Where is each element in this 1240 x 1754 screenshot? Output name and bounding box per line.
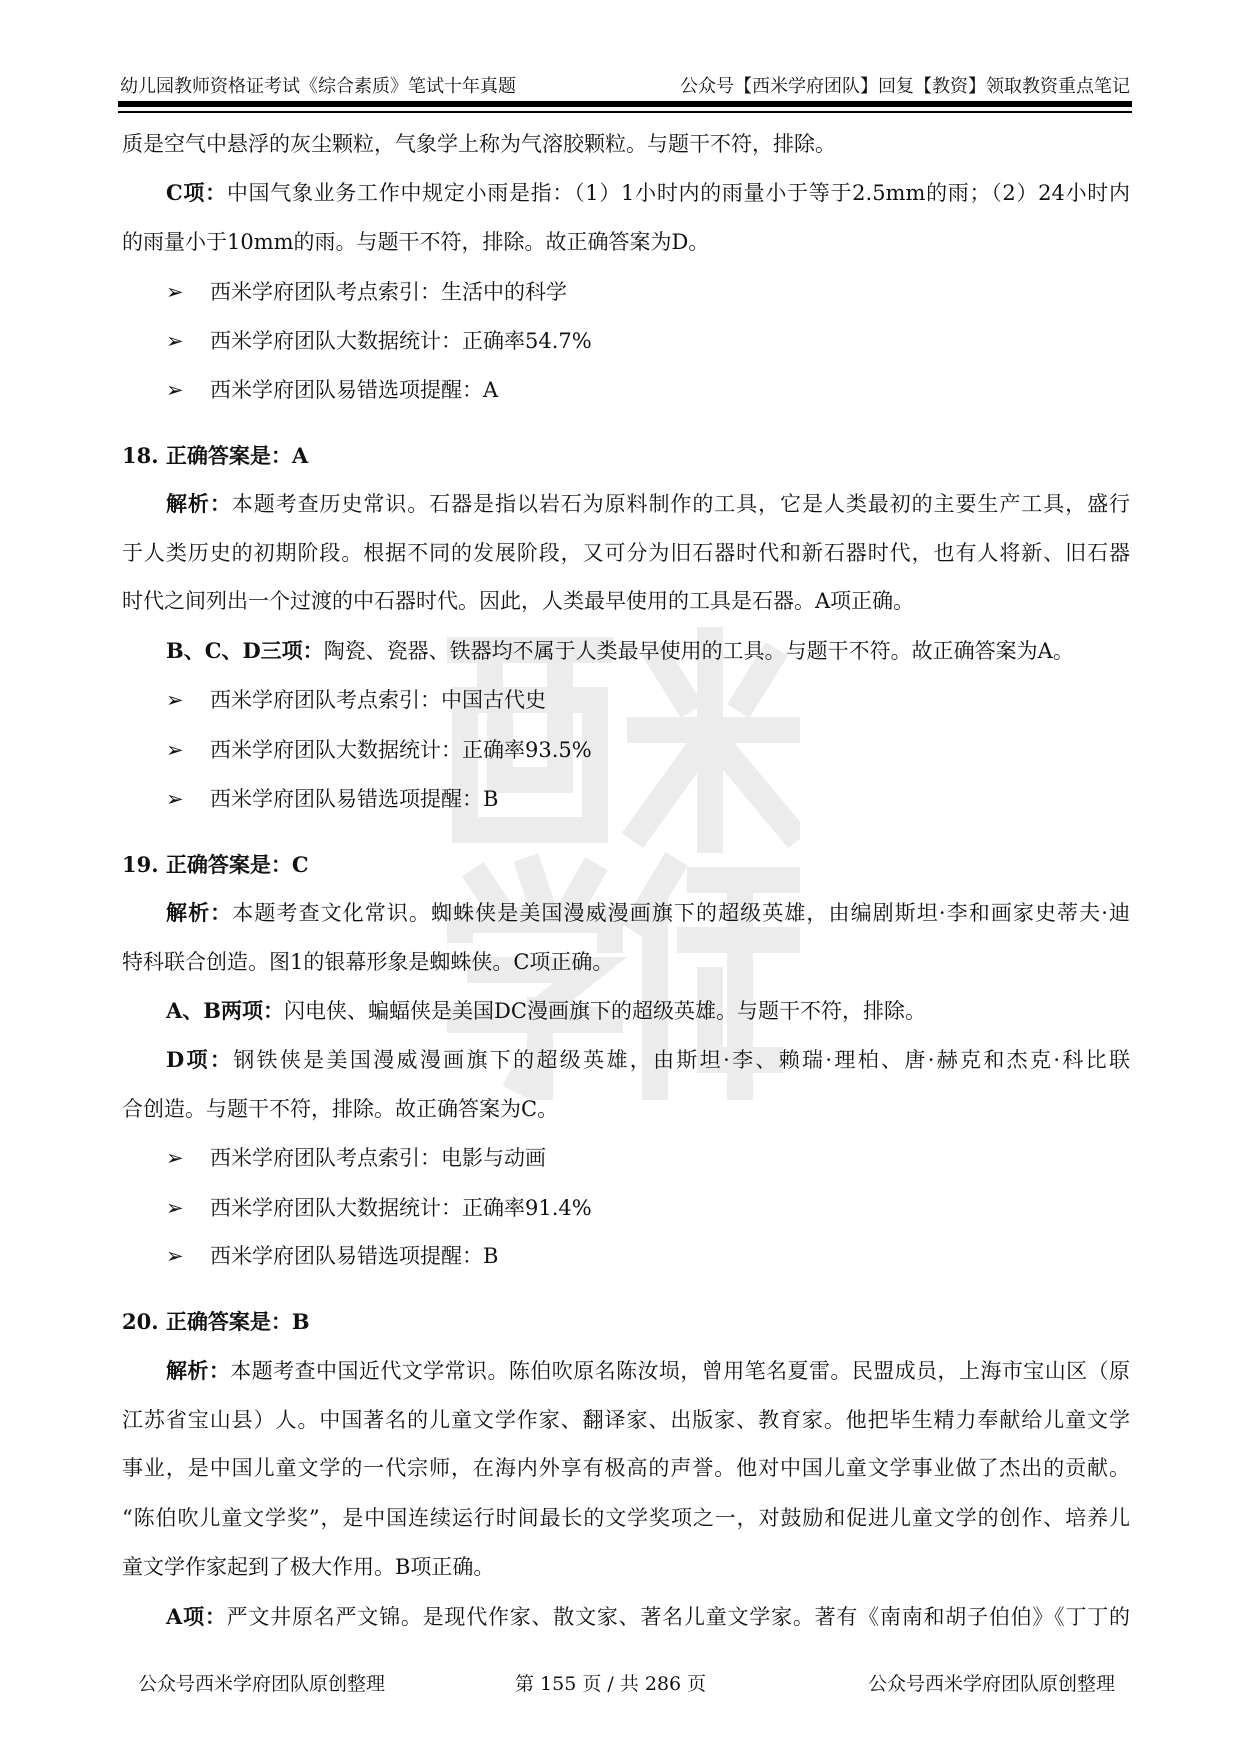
arrow-bullet-icon: ➢ <box>166 329 184 353</box>
text-line: 特科联合创造。图1的银幕形象是蜘蛛侠。C项正确。 <box>122 950 614 974</box>
bullet-item <box>122 737 1130 763</box>
header-right: 公众号【西米学府团队】回复【教资】领取教资重点笔记 <box>680 76 1130 97</box>
option-bcd-line <box>122 638 1130 664</box>
option-label: B、C、D三项： <box>166 638 324 663</box>
bullet-item <box>122 328 1130 354</box>
arrow-bullet-icon: ➢ <box>166 378 184 402</box>
text: 严文井原名严文锦。是现代作家、散文家、著名儿童文学家。著有《南南和胡子伯伯》《丁丁的 <box>226 1605 1131 1629</box>
arrow-bullet-icon: ➢ <box>166 1146 184 1170</box>
analysis-line <box>122 1358 1130 1384</box>
text: 闪电侠、蝙蝠侠是美国DC漫画旗下的超级英雄。与题干不符，排除。 <box>284 999 926 1023</box>
text-line: 事业，是中国儿童文学的一代宗师，在海内外享有极高的声誉。他对中国儿童文学事业做了杰出的贡献。 <box>122 1456 1130 1480</box>
arrow-bullet-icon: ➢ <box>166 688 184 712</box>
footer-right: 公众号西米学府团队原创整理 <box>868 1673 1116 1695</box>
text: 本题考查中国近代文学常识。陈伯吹原名陈汝埙，曾用笔名夏雷。民盟成员，上海市宝山区（原 <box>230 1359 1130 1383</box>
header-rule-thin <box>118 111 1132 113</box>
option-label: C项： <box>166 180 227 205</box>
text: 中国气象业务工作中规定小雨是指：（1）1小时内的雨量小于等于2.5mm的雨；（2）24小时内 <box>226 181 1130 205</box>
text: 西米学府团队考点索引：生活中的科学 <box>210 280 567 304</box>
bullet-item <box>122 377 1130 403</box>
arrow-bullet-icon: ➢ <box>166 738 184 762</box>
option-label: A、B两项： <box>166 998 285 1023</box>
arrow-bullet-icon: ➢ <box>166 1196 184 1220</box>
bullet-item <box>122 1243 1130 1269</box>
text-line: 于人类历史的初期阶段。根据不同的发展阶段，又可分为旧石器时代和新石器时代，也有人将新、旧石器 <box>122 541 1130 565</box>
text: 陶瓷、瓷器、铁器均不属于人类最早使用的工具。与题干不符。故正确答案为A。 <box>323 639 1074 663</box>
bullet-item <box>122 1145 1130 1171</box>
text-line: 童文学作家起到了极大作用。B项正确。 <box>122 1555 495 1579</box>
option-d-line <box>122 1047 1130 1073</box>
analysis-line <box>122 491 1130 517</box>
bullet-item <box>122 1195 1130 1221</box>
option-ab-line <box>122 998 1130 1024</box>
text-line: “陈伯吹儿童文学奖”，是中国连续运行时间最长的文学奖项之一，对鼓励和促进儿童文学的创作、培养儿 <box>122 1506 1130 1530</box>
text-line: 江苏省宝山县）人。中国著名的儿童文学作家、翻译家、出版家、教育家。他把毕生精力奉献给儿童文学 <box>122 1408 1130 1432</box>
arrow-bullet-icon: ➢ <box>166 787 184 811</box>
option-label: A项： <box>166 1604 227 1629</box>
question-20-answer: 20. 正确答案是：B <box>122 1309 310 1334</box>
arrow-bullet-icon: ➢ <box>166 1244 184 1268</box>
text: 西米学府团队易错选项提醒：A <box>210 378 499 402</box>
text: 本题考查文化常识。蜘蛛侠是美国漫威漫画旗下的超级英雄，由编剧斯坦·李和画家史蒂夫·迪 <box>232 901 1130 925</box>
text: 西米学府团队易错选项提醒：B <box>210 1244 499 1268</box>
question-18-answer: 18. 正确答案是：A <box>122 443 309 468</box>
text-line: 时代之间列出一个过渡的中石器时代。因此，人类最早使用的工具是石器。A项正确。 <box>122 589 915 613</box>
text: 西米学府团队大数据统计：正确率93.5% <box>210 738 592 762</box>
text: 本题考查历史常识。石器是指以岩石为原料制作的工具，它是人类最初的主要生产工具，盛行 <box>231 492 1131 516</box>
analysis-label: 解析： <box>166 1358 231 1383</box>
text: 西米学府团队大数据统计：正确率91.4% <box>210 1196 592 1220</box>
option-c-line <box>122 180 1130 206</box>
page-number: 第 155 页 / 共 286 页 <box>515 1673 707 1695</box>
option-label: D项： <box>166 1047 234 1072</box>
bullet-item <box>122 687 1130 713</box>
header-rule <box>118 101 1132 107</box>
analysis-label: 解析： <box>166 900 233 925</box>
text-line: 合创造。与题干不符，排除。故正确答案为C。 <box>122 1097 559 1121</box>
text: 西米学府团队考点索引：中国古代史 <box>210 688 546 712</box>
analysis-line <box>122 900 1130 926</box>
footer-left: 公众号西米学府团队原创整理 <box>138 1673 386 1695</box>
text: 钢铁侠是美国漫威漫画旗下的超级英雄，由斯坦·李、赖瑞·理柏、唐·赫克和杰克·科比联 <box>233 1048 1130 1072</box>
analysis-label: 解析： <box>166 491 232 516</box>
arrow-bullet-icon: ➢ <box>166 280 184 304</box>
text-line: 质是空气中悬浮的灰尘颗粒，气象学上称为气溶胶颗粒。与题干不符，排除。 <box>122 132 836 156</box>
text: 西米学府团队大数据统计：正确率54.7% <box>210 329 592 353</box>
text: 西米学府团队考点索引：电影与动画 <box>210 1146 546 1170</box>
bullet-item <box>122 786 1130 812</box>
text-line: 的雨量小于10mm的雨。与题干不符，排除。故正确答案为D。 <box>122 230 710 254</box>
question-19-answer: 19. 正确答案是：C <box>122 852 309 877</box>
header-left: 幼儿园教师资格证考试《综合素质》笔试十年真题 <box>120 76 516 97</box>
text: 西米学府团队易错选项提醒：B <box>210 787 499 811</box>
option-a-line <box>122 1604 1130 1630</box>
bullet-item <box>122 279 1130 305</box>
